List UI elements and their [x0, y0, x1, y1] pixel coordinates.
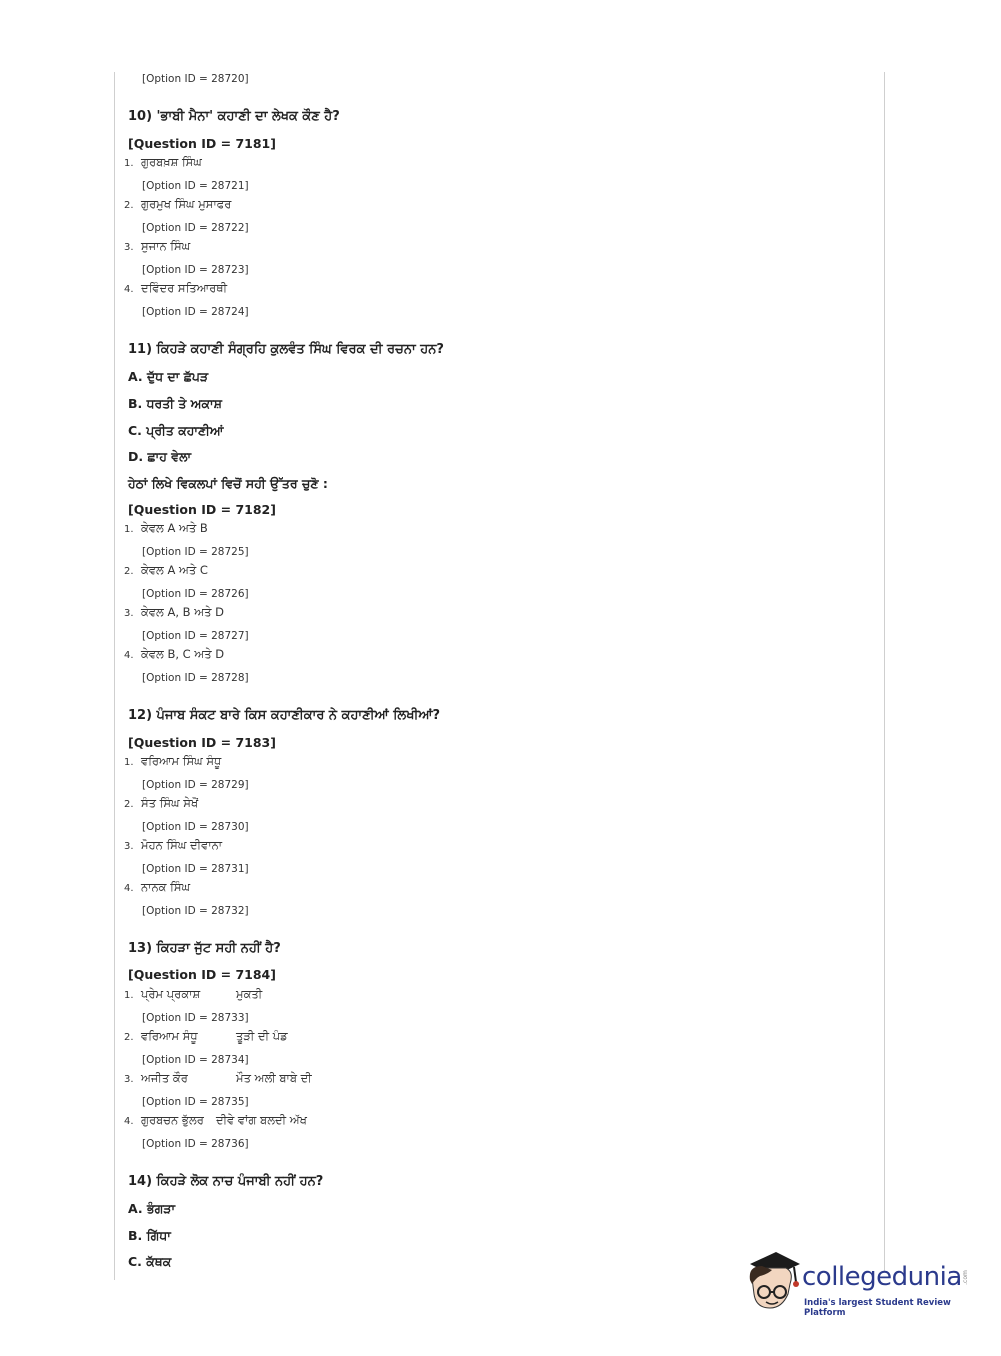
question-12-option-4: 4. ਨਾਨਕ ਸਿੰਘ — [124, 880, 191, 894]
question-11-instruction: ਹੇਠਾਂ ਲਿਖੇ ਵਿਕਲਪਾਂ ਵਿਚੋਂ ਸਹੀ ਉੱਤਰ ਚੁਣੋ : — [128, 476, 328, 491]
question-11-option-1: 1. ਕੇਵਲ A ਅਤੇ B — [124, 521, 208, 535]
question-12-option-2: 2. ਸੰਤ ਸਿੰਘ ਸੇਖੋਂ — [124, 796, 199, 810]
question-12-option-1: 1. ਵਰਿਆਮ ਸਿੰਘ ਸੰਧੂ — [124, 754, 222, 768]
option-id: [Option ID = 28732] — [142, 905, 249, 917]
collegedunia-logo[interactable] — [742, 1250, 972, 1320]
question-10-option-3: 3. ਸੁਜਾਨ ਸਿੰਘ — [124, 239, 191, 253]
option-id: [Option ID = 28722] — [142, 222, 249, 234]
option-id: [Option ID = 28728] — [142, 672, 249, 684]
question-13-title: 13) ਕਿਹੜਾ ਜੁੱਟ ਸਹੀ ਨਹੀਂ ਹੈ? — [128, 941, 281, 956]
option-id: [Option ID = 28723] — [142, 264, 249, 276]
question-14-statement-c: C. ਕੱਥਕ — [128, 1254, 172, 1269]
right-margin-line — [884, 72, 885, 1272]
question-10-option-4: 4. ਦਵਿੰਦਰ ਸਤਿਆਰਥੀ — [124, 281, 228, 295]
option-id: [Option ID = 28729] — [142, 779, 249, 791]
option-id: [Option ID = 28733] — [142, 1012, 249, 1024]
question-13-id: [Question ID = 7184] — [128, 967, 276, 982]
option-id: [Option ID = 28730] — [142, 821, 249, 833]
question-12-id: [Question ID = 7183] — [128, 735, 276, 750]
option-id: [Option ID = 28736] — [142, 1138, 249, 1150]
question-10-option-2: 2. ਗੁਰਮੁਖ ਸਿੰਘ ਮੁਸਾਫਰ — [124, 197, 232, 211]
question-11-option-4: 4. ਕੇਵਲ B, C ਅਤੇ D — [124, 647, 225, 661]
option-id: [Option ID = 28720] — [142, 73, 249, 85]
option-id: [Option ID = 28727] — [142, 630, 249, 642]
logo-suffix: .com — [961, 1270, 969, 1285]
option-id: [Option ID = 28726] — [142, 588, 249, 600]
option-id: [Option ID = 28735] — [142, 1096, 249, 1108]
logo-wordmark: collegedunia — [802, 1262, 962, 1292]
question-11-title: 11) ਕਿਹੜੇ ਕਹਾਣੀ ਸੰਗ੍ਰਹਿ ਕੁਲਵੰਤ ਸਿੰਘ ਵਿਰਕ ਦੀ ਰਚਨਾ ਹਨ? — [128, 342, 444, 357]
question-14-statement-a: A. ਭੰਗੜਾ — [128, 1201, 176, 1216]
question-12-option-3: 3. ਮੋਹਨ ਸਿੰਘ ਦੀਵਾਨਾ — [124, 838, 223, 852]
question-11-statement-d: D. ਛਾਹ ਵੇਲਾ — [128, 449, 192, 464]
question-14-statement-b: B. ਗਿੱਧਾ — [128, 1228, 171, 1243]
option-id: [Option ID = 28721] — [142, 180, 249, 192]
question-11-statement-a: A. ਦੁੱਧ ਦਾ ਛੱਪੜ — [128, 369, 209, 384]
question-11-id: [Question ID = 7182] — [128, 502, 276, 517]
question-11-option-2: 2. ਕੇਵਲ A ਅਤੇ C — [124, 563, 208, 577]
question-13-option-4: 4. ਗੁਰਬਚਨ ਭੁੱਲਰ ਦੀਵੇ ਵਾਂਗ ਬਲਦੀ ਅੱਖ — [124, 1113, 307, 1127]
question-12-title: 12) ਪੰਜਾਬ ਸੰਕਟ ਬਾਰੇ ਕਿਸ ਕਹਾਣੀਕਾਰ ਨੇ ਕਹਾਣੀਆਂ ਲਿਖੀਆਂ? — [128, 708, 441, 723]
logo-tagline: India's largest Student Review Platform — [804, 1298, 951, 1318]
question-14-title: 14) ਕਿਹੜੇ ਲੋਕ ਨਾਚ ਪੰਜਾਬੀ ਨਹੀਂ ਹਨ? — [128, 1174, 324, 1189]
question-13-option-1: 1. ਪ੍ਰੇਮ ਪ੍ਰਕਾਸ਼ ਮੁਕਤੀ — [124, 987, 263, 1001]
option-id: [Option ID = 28724] — [142, 306, 249, 318]
question-10-id: [Question ID = 7181] — [128, 136, 276, 151]
question-11-statement-c: C. ਪ੍ਰੀਤ ਕਹਾਣੀਆਂ — [128, 423, 224, 438]
question-10-option-1: 1. ਗੁਰਬਖ਼ਸ਼ ਸਿੰਘ — [124, 155, 202, 169]
question-10-title: 10) 'ਭਾਬੀ ਮੈਨਾ' ਕਹਾਣੀ ਦਾ ਲੇਖਕ ਕੌਣ ਹੈ? — [128, 109, 340, 124]
question-13-option-2: 2. ਵਰਿਆਮ ਸੰਧੂ ਤੂੜੀ ਦੀ ਪੰਡ — [124, 1029, 288, 1043]
option-id: [Option ID = 28725] — [142, 546, 249, 558]
question-11-option-3: 3. ਕੇਵਲ A, B ਅਤੇ D — [124, 605, 224, 619]
left-margin-line — [114, 72, 115, 1280]
question-11-statement-b: B. ਧਰਤੀ ਤੇ ਅਕਾਸ਼ — [128, 396, 222, 411]
question-13-option-3: 3. ਅਜੀਤ ਕੌਰ ਮੌਤ ਅਲੀ ਬਾਬੇ ਦੀ — [124, 1071, 312, 1085]
option-id: [Option ID = 28731] — [142, 863, 249, 875]
mascot-icon — [742, 1250, 804, 1320]
option-id: [Option ID = 28734] — [142, 1054, 249, 1066]
